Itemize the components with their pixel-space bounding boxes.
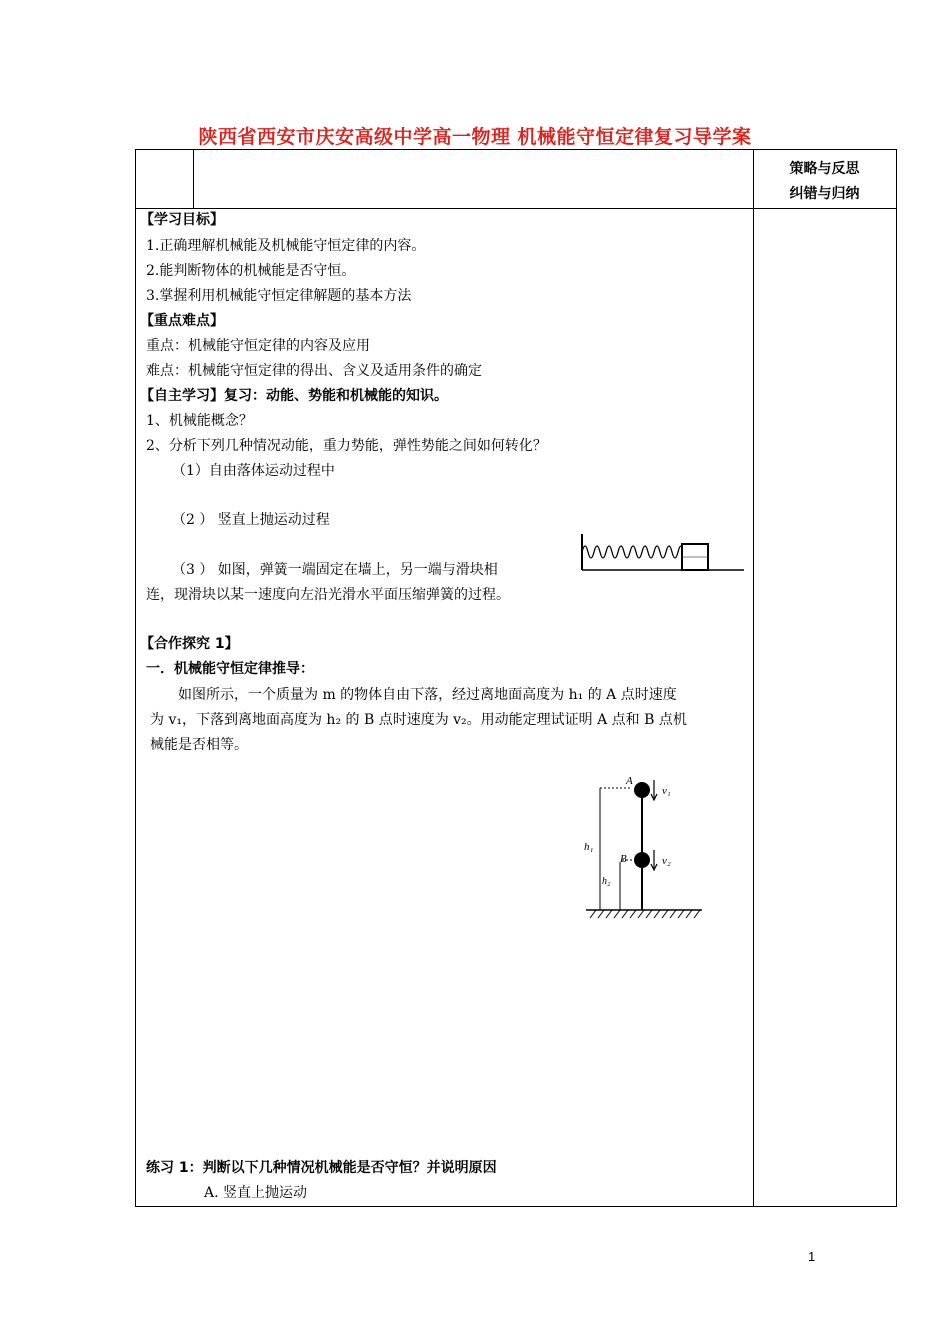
key-point: 重点：机械能守恒定律的内容及应用 (146, 338, 370, 354)
question-2c-line2: 连，现滑块以某一速度向左沿光滑水平面压缩弹簧的过程。 (146, 587, 510, 603)
spring-block-figure (578, 532, 746, 574)
label-v2: v₂ (662, 855, 671, 867)
section-self-study: 【自主学习】复习：动能、势能和机械能的知识。 (140, 388, 448, 404)
question-2b: （2 ） 竖直上抛运动过程 (172, 512, 330, 528)
exercise-1-heading (146, 1158, 497, 1178)
goal-item-1: 1.正确理解机械能及机械能守恒定律的内容。 (146, 238, 426, 254)
goal-item-2: 2.能判断物体的机械能是否守恒。 (146, 263, 356, 279)
derivation-text-1: 如图所示，一个质量为 m 的物体自由下落，经过离地面高度为 h₁ 的 A 点时速度 (178, 687, 677, 703)
difficult-point: 难点：机械能守恒定律的得出、含义及适用条件的确定 (146, 363, 482, 379)
exercise-1-option-a: A. 竖直上抛运动 (204, 1185, 308, 1201)
section-learning-goals: 【学习目标】 (140, 212, 224, 228)
page-number: 1 (808, 1249, 816, 1264)
derivation-text-3: 械能是否相等。 (150, 737, 248, 753)
label-b: B (620, 853, 627, 865)
derivation-text-2: 为 v₁，下落到离地面高度为 h₂ 的 B 点时速度为 v₂。用动能定理试证明 A 点和 B 点机 (150, 712, 687, 728)
label-h1: h₁ (584, 841, 594, 853)
section-key-points: 【重点难点】 (140, 313, 224, 329)
side-header-line1: 策略与反思 (789, 161, 860, 177)
side-header-line2: 纠错与归纳 (789, 186, 860, 202)
question-1: 1、机械能概念？ (146, 413, 253, 429)
section-cooperative-inquiry: 【合作探究 1】 (140, 636, 239, 652)
table-divider-left (193, 149, 194, 208)
question-2: 2、分析下列几种情况动能，重力势能，弹性势能之间如何转化？ (146, 438, 547, 454)
table-header-divider (135, 208, 897, 209)
derivation-heading: 一．机械能守恒定律推导： (146, 661, 314, 677)
page-title: 陕西省西安市庆安高级中学高一物理 机械能守恒定律复习导学案 (198, 126, 752, 148)
label-h2: h₂ (602, 876, 611, 887)
label-a: A (626, 775, 633, 787)
question-2a: （1）自由落体运动过程中 (172, 463, 335, 479)
exercise-1-text: 练习 1：判断以下几种情况机械能是否守恒？并说明原因 (146, 1160, 497, 1176)
label-v1: v₁ (662, 785, 671, 797)
free-fall-figure (582, 770, 706, 930)
table-divider-right (753, 149, 754, 1207)
question-2c-line1: （3 ） 如图，弹簧一端固定在墙上，另一端与滑块相 (172, 562, 498, 578)
goal-item-3: 3.掌握利用机械能守恒定律解题的基本方法 (146, 288, 412, 304)
